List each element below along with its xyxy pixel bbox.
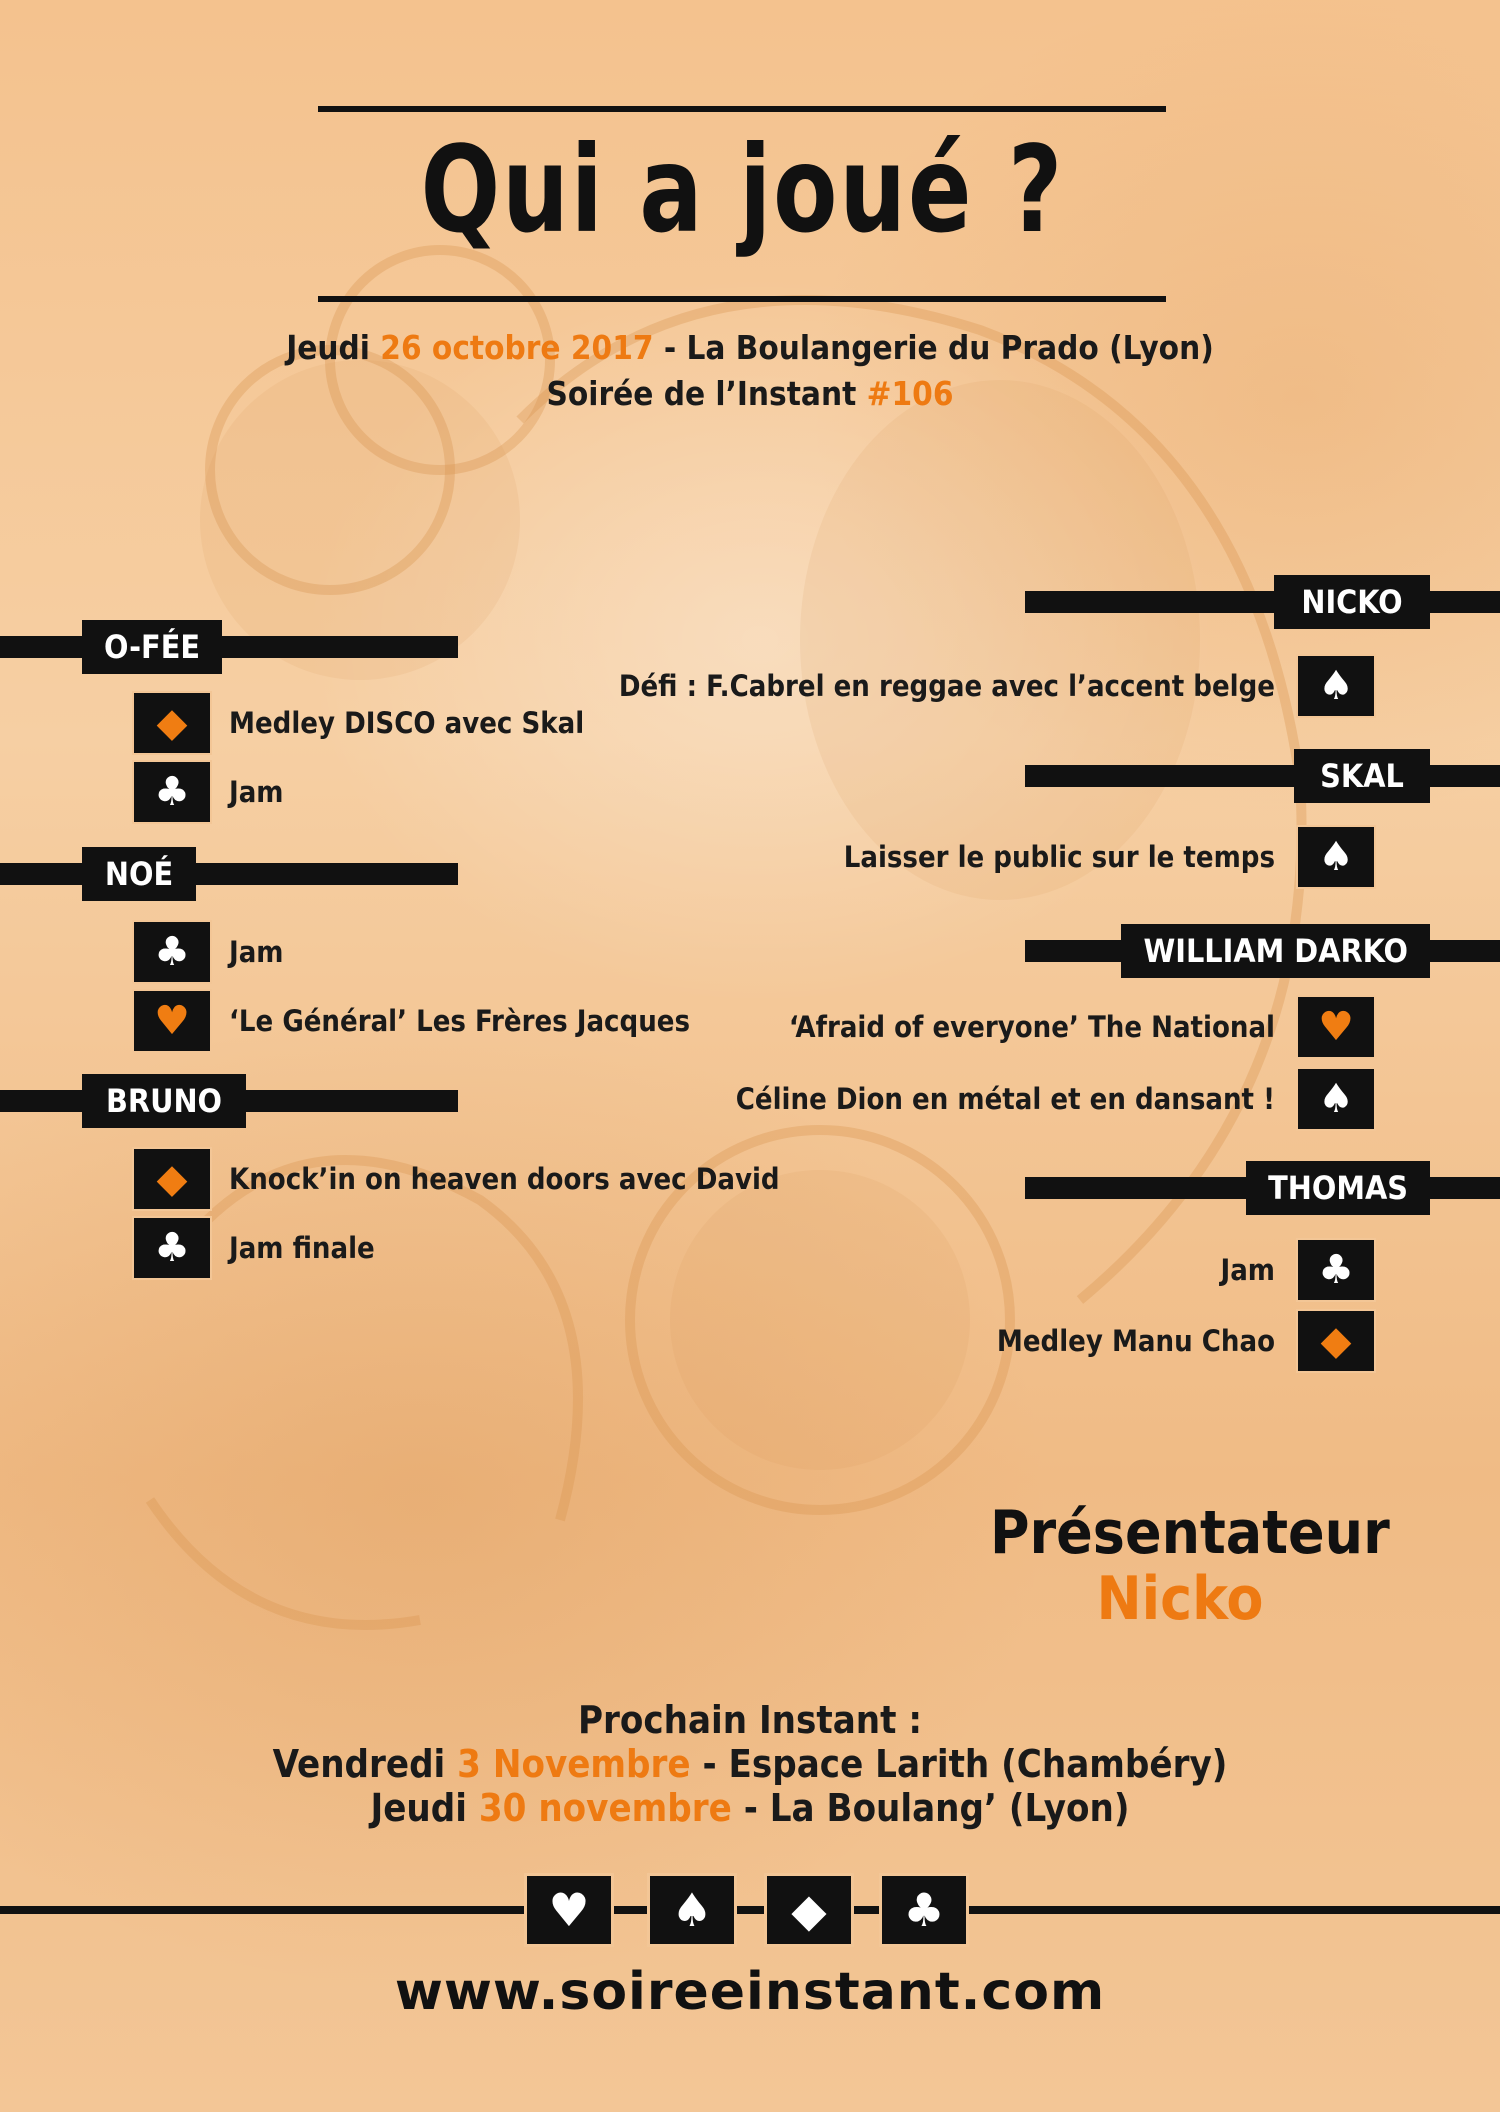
spade-icon: ♠ xyxy=(1318,1076,1354,1122)
next-event-1-date: 3 Novembre xyxy=(457,1742,691,1786)
club-card xyxy=(134,922,210,982)
performer-name: O-FÉE xyxy=(82,620,222,674)
event-venue: - La Boulangerie du Prado (Lyon) xyxy=(653,328,1214,367)
heart-footer-card xyxy=(527,1876,611,1944)
club-card xyxy=(134,762,210,822)
performer-name: THOMAS xyxy=(1246,1161,1430,1215)
event-date: 26 octobre 2017 xyxy=(380,328,654,367)
next-heading: Prochain Instant : xyxy=(577,1698,923,1742)
club-card xyxy=(1298,1240,1374,1300)
diamond-card xyxy=(134,1149,210,1209)
act-title: Céline Dion en métal et en dansant ! xyxy=(735,1082,1275,1116)
club-icon: ♣ xyxy=(903,1883,945,1937)
diamond-footer-card xyxy=(767,1876,851,1944)
diamond-card xyxy=(134,693,210,753)
diamond-card xyxy=(1298,1311,1374,1371)
next-event-2-day: Jeudi xyxy=(370,1786,479,1830)
diamond-icon: ◆ xyxy=(156,700,188,746)
presenter-label: Présentateur xyxy=(990,1498,1390,1568)
act-title: Jam xyxy=(1220,1253,1275,1287)
club-card xyxy=(134,1218,210,1278)
performer-bar xyxy=(0,863,458,885)
act-title: Medley Manu Chao xyxy=(996,1324,1275,1358)
spade-footer-card xyxy=(650,1876,734,1944)
spade-icon: ♠ xyxy=(671,1883,713,1937)
next-event-2-place: - La Boulang’ (Lyon) xyxy=(731,1786,1130,1830)
event-edition-line xyxy=(0,374,1500,413)
heart-icon: ♥ xyxy=(154,998,190,1044)
act-title: Jam finale xyxy=(229,1231,375,1265)
act-title: Knock’in on heaven doors avec David xyxy=(229,1162,780,1196)
act-title: Medley DISCO avec Skal xyxy=(229,706,585,740)
footer-rule xyxy=(0,1906,1500,1914)
spade-card xyxy=(1298,656,1374,716)
spade-card xyxy=(1298,1069,1374,1129)
club-icon: ♣ xyxy=(154,1225,190,1271)
heart-icon: ♥ xyxy=(1318,1004,1354,1050)
event-day: Jeudi xyxy=(286,328,381,367)
performer-name: NICKO xyxy=(1274,575,1430,629)
next-event-1 xyxy=(0,1742,1500,1786)
title-bottom-rule xyxy=(318,296,1166,302)
diamond-icon: ◆ xyxy=(791,1883,827,1937)
spade-icon: ♠ xyxy=(1318,834,1354,880)
performer-bar xyxy=(0,636,458,658)
spade-icon: ♠ xyxy=(1318,663,1354,709)
event-info-line xyxy=(0,328,1500,367)
page-title: Qui a joué ? xyxy=(420,119,1065,260)
act-title: Jam xyxy=(229,775,284,809)
act-title: Défi : F.Cabrel en reggae avec l’accent belge xyxy=(618,669,1275,703)
presenter-name: Nicko xyxy=(1096,1564,1264,1634)
performer-name: BRUNO xyxy=(82,1074,246,1128)
next-event-1-place: - Espace Larith (Chambéry) xyxy=(690,1742,1228,1786)
act-title: ‘Afraid of everyone’ The National xyxy=(788,1010,1275,1044)
performer-name: NOÉ xyxy=(82,847,196,901)
club-icon: ♣ xyxy=(154,929,190,975)
presenter-block xyxy=(990,1498,1390,1634)
act-title: Jam xyxy=(229,935,284,969)
performer-name: SKAL xyxy=(1294,749,1430,803)
club-icon: ♣ xyxy=(154,769,190,815)
next-event-2-date: 30 novembre xyxy=(478,1786,732,1830)
performer-name: WILLIAM DARKO xyxy=(1121,924,1430,978)
next-event-2 xyxy=(0,1786,1500,1830)
title-top-rule xyxy=(318,106,1166,112)
edition-label: Soirée de l’Instant xyxy=(546,374,867,413)
diamond-icon: ◆ xyxy=(1320,1318,1352,1364)
website-link[interactable]: www.soireeinstant.com xyxy=(394,1962,1106,2022)
edition-number: #106 xyxy=(866,374,954,413)
diamond-icon: ◆ xyxy=(156,1156,188,1202)
heart-card xyxy=(134,991,210,1051)
act-title: Laisser le public sur le temps xyxy=(843,840,1275,874)
next-event-1-day: Vendredi xyxy=(272,1742,458,1786)
spade-card xyxy=(1298,827,1374,887)
heart-card xyxy=(1298,997,1374,1057)
act-title: ‘Le Général’ Les Frères Jacques xyxy=(229,1004,691,1038)
heart-icon: ♥ xyxy=(548,1883,590,1937)
club-icon: ♣ xyxy=(1318,1247,1354,1293)
club-footer-card xyxy=(882,1876,966,1944)
